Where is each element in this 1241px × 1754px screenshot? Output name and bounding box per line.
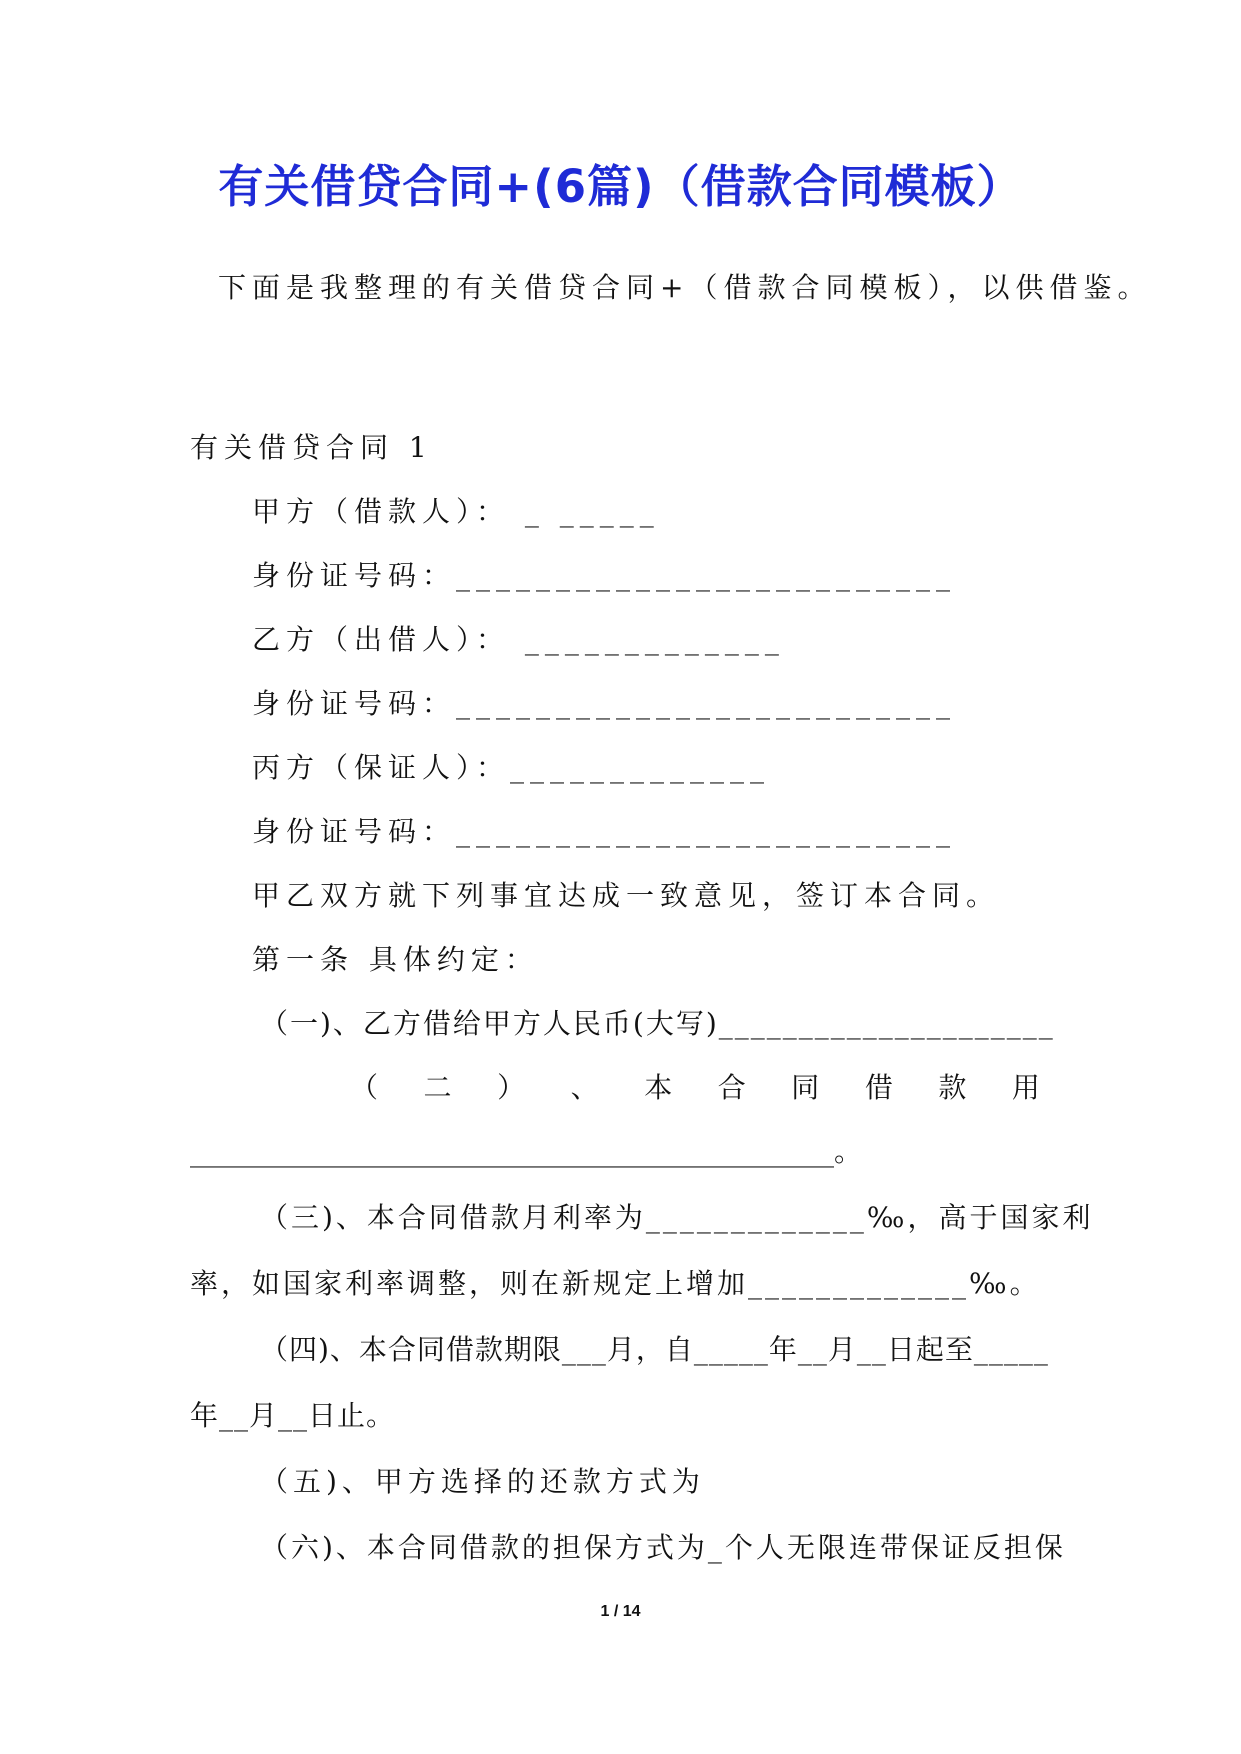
page-number: 1 / 14 xyxy=(600,1603,641,1620)
clause-2-justified xyxy=(350,1066,1040,1106)
clause-2-underline: ______________________________________________。 xyxy=(190,1135,863,1168)
party-b-line: 乙方（出借人）： _____________ xyxy=(252,623,785,656)
intro-paragraph: 下面是我整理的有关借贷合同+（借款合同模板），以供借鉴。 xyxy=(218,271,1152,304)
clause-3-line-1: （三)、本合同借款月利率为_____________‰，高于国家利 xyxy=(260,1201,1094,1234)
clause-2-char: 借 xyxy=(864,1071,893,1104)
clause-2-char: 同 xyxy=(791,1071,820,1104)
party-c-id-line: 身份证号码：_________________________ xyxy=(252,815,957,848)
section-heading: 有关借贷合同 1 xyxy=(190,431,433,464)
clause-2-char: ） xyxy=(497,1071,526,1104)
clause-2-char: 本 xyxy=(644,1071,673,1104)
clause-3-line-2: 率，如国家利率调整，则在新规定上增加_____________‰。 xyxy=(190,1267,1041,1300)
clause-4-line-2: 年__月__日止。 xyxy=(190,1399,396,1432)
clause-2-char: 用 xyxy=(1011,1071,1040,1104)
clause-2-char: 款 xyxy=(938,1071,967,1104)
clause-5: （五)、甲方选择的还款方式为 xyxy=(260,1465,705,1498)
clause-6: （六)、本合同借款的担保方式为_个人无限连带保证反担保 xyxy=(260,1531,1066,1564)
clause-2-char: 、 xyxy=(570,1071,599,1104)
clause-1: （一)、乙方借给甲方人民币(大写)_____________________ xyxy=(260,1007,1055,1040)
party-c-line: 丙方（保证人）：_____________ xyxy=(252,751,771,784)
party-a-line: 甲方（借款人）： _ _____ xyxy=(252,495,660,528)
clause-2-char: （ xyxy=(350,1071,379,1104)
clause-4-line-1: （四)、本合同借款期限___月，自_____年__月__日起至_____ xyxy=(260,1333,1049,1366)
agreement-line: 甲乙双方就下列事宜达成一致意见，签订本合同。 xyxy=(252,879,1001,912)
party-b-id-line: 身份证号码：_________________________ xyxy=(252,687,957,720)
document-title: 有关借贷合同+(6篇)（借款合同模板） xyxy=(218,160,1023,213)
party-a-id-line: 身份证号码：_________________________ xyxy=(252,559,957,592)
article-one-heading: 第一条 具体约定： xyxy=(252,943,539,976)
clause-2-char: 合 xyxy=(717,1071,746,1104)
clause-2-char: 二 xyxy=(423,1071,452,1104)
